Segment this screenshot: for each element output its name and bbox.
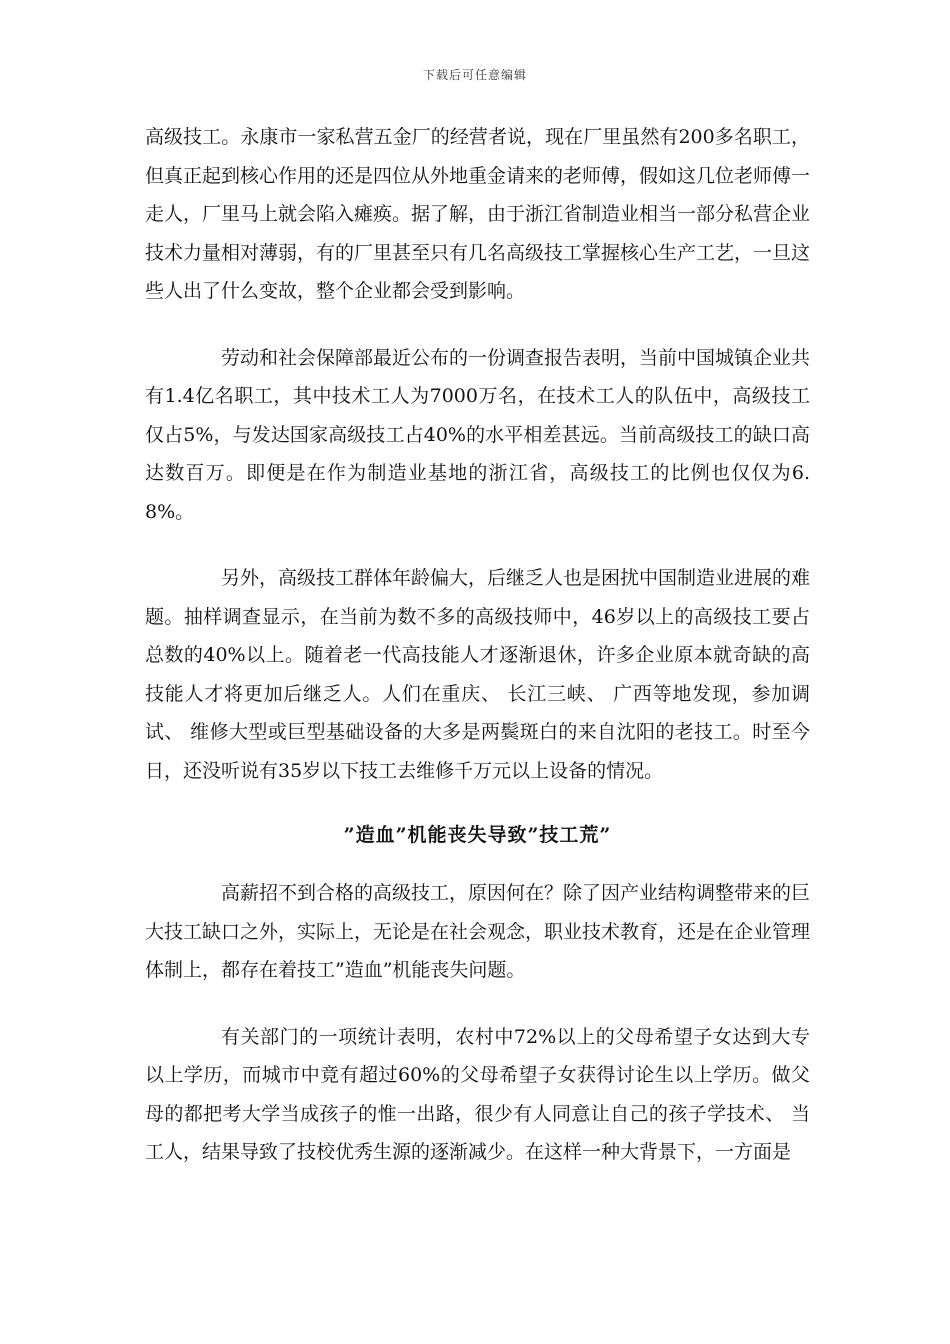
- paragraph-aging-workforce: 另外，高级技工群体年龄偏大，后继乏人也是困扰中国制造业进展的难题。抽样调查显示，在当前为数不多的高级技师中，46岁以上的高级技工要占总数的40%以上。随着老一代高技能人才逐渐退休，许多企业原本就奇缺的高技能人才将更加后继乏人。人们在重庆、 长江三峡、 广西等地发现，参加调试、 维修大型或巨型基础设备的大多是两鬓斑白的来自沈阳的老技工。时至今日，还没听说有35岁以下技工去维修千万元以上设备的情况。: [145, 567, 811, 782]
- paragraph-statistics: 有关部门的一项统计表明，农村中72%以上的父母希望子女达到大专以上学历，而城市中竟有超过60%的父母希望子女获得讨论生以上学历。做父母的都把考大学当成孩子的惟一出路，很少有人同意让自己的孩子学技术、 当工人，结果导致了技校优秀生源的逐渐减少。在这样一种大背景下，一方面是: [145, 1025, 810, 1163]
- paragraph-continuation: 高级技工。永康市一家私营五金厂的经营者说，现在厂里虽然有200多名职工，但真正起到核心作用的还是四位从外地重金请来的老师傅，假如这几位老师傅一走人，厂里马上就会陷入瘫痪。据了解，由于浙江省制造业相当一部分私营企业技术力量相对薄弱，有的厂里甚至只有几名高级技工掌握核心生产工艺，一旦这些人出了什么变故，整个企业都会受到影响。: [145, 126, 811, 302]
- document-body: [145, 118, 810, 1172]
- paragraph-survey-report: 劳动和社会保障部最近公布的一份调查报告表明，当前中国城镇企业共有1.4亿名职工，其中技术工人为7000万名，在技术工人的队伍中，高级技工仅占5%，与发达国家高级技工占40%的水平相差甚远。当前高级技工的缺口高达数百万。即便是在作为制造业基地的浙江省，高级技工的比例也仅仅为6.8%。: [145, 346, 811, 523]
- paragraph-cause: 高薪招不到合格的高级技工，原因何在？除了因产业结构调整带来的巨大技工缺口之外，实际上，无论是在社会观念，职业技术教育，还是在企业管理体制上，都存在着技工”造血”机能丧失问题。: [145, 882, 811, 981]
- section-heading: ”造血”机能丧失导致”技工荒”: [343, 824, 612, 846]
- header-note: 下载后可任意编辑: [422, 68, 527, 82]
